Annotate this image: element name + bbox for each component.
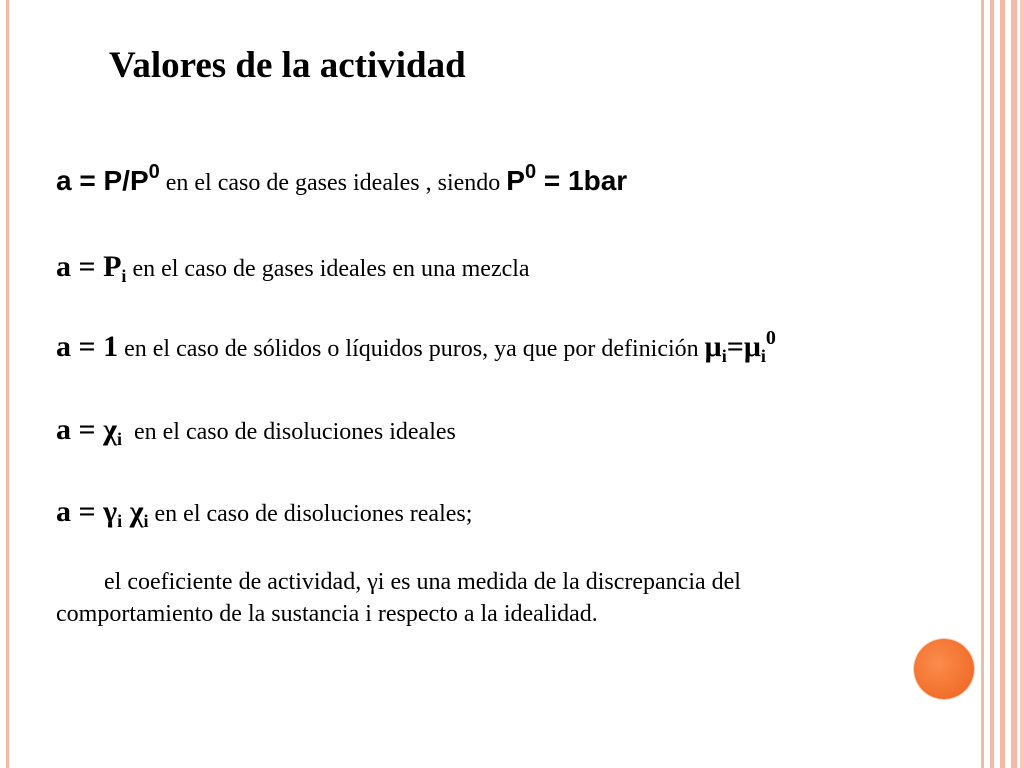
superscript: 0	[765, 327, 776, 349]
equation-row-disoluciones-reales	[56, 495, 473, 531]
subscript: i	[760, 346, 766, 366]
mu-definition: $\mu_i=\mu_i^0$	[704, 327, 776, 366]
equation-description: en el caso de gases ideales en una mezcla	[126, 256, 530, 282]
equation-row-gases-ideales	[56, 161, 628, 196]
equation-description: en el caso de sólidos o líquidos puros, ya que por definición	[118, 336, 705, 362]
left-border-line	[6, 0, 9, 768]
subscript: i	[121, 266, 127, 286]
superscript: 0	[148, 161, 160, 183]
equation-row-solidos-liquidos	[56, 327, 776, 366]
equation-rhs: $P^0 = 1bar$	[506, 161, 628, 196]
right-border-line	[981, 0, 984, 768]
subscript: i	[721, 346, 727, 366]
equation-lhs: $a = \gamma_i$ $\chi_i$	[56, 495, 149, 531]
right-border-line	[990, 0, 994, 768]
right-border-line	[1011, 0, 1017, 768]
subscript: i	[116, 429, 122, 449]
equation-row-disoluciones-ideales	[56, 413, 456, 449]
right-border-line	[1000, 0, 1005, 768]
equation-description: en el caso de disoluciones reales;	[148, 501, 473, 527]
superscript: 0	[524, 161, 537, 183]
equation-lhs: a = 1	[56, 330, 119, 363]
paragraph-line-1: el coeficiente de actividad, γi es una medida de la discrepancia del	[104, 569, 741, 595]
slide-title: Valores de la actividad	[109, 45, 466, 86]
right-border-line	[1020, 0, 1024, 768]
subscript: i	[117, 511, 123, 531]
equation-lhs: $a = P/P^0$	[56, 161, 160, 196]
paragraph-line-2: comportamiento de la sustancia i respecto a la idealidad.	[56, 601, 598, 627]
equation-description: en el caso de gases ideales , siendo	[159, 170, 507, 196]
equation-description: en el caso de disoluciones ideales	[121, 419, 456, 445]
subscript: i	[143, 511, 149, 531]
equation-lhs: $a = P_i$	[56, 250, 127, 286]
activity-coefficient-paragraph	[56, 566, 916, 630]
equation-row-mezcla	[56, 250, 530, 286]
equation-lhs: $a = \chi_i$	[56, 413, 122, 449]
decorative-orange-circle	[914, 639, 974, 699]
